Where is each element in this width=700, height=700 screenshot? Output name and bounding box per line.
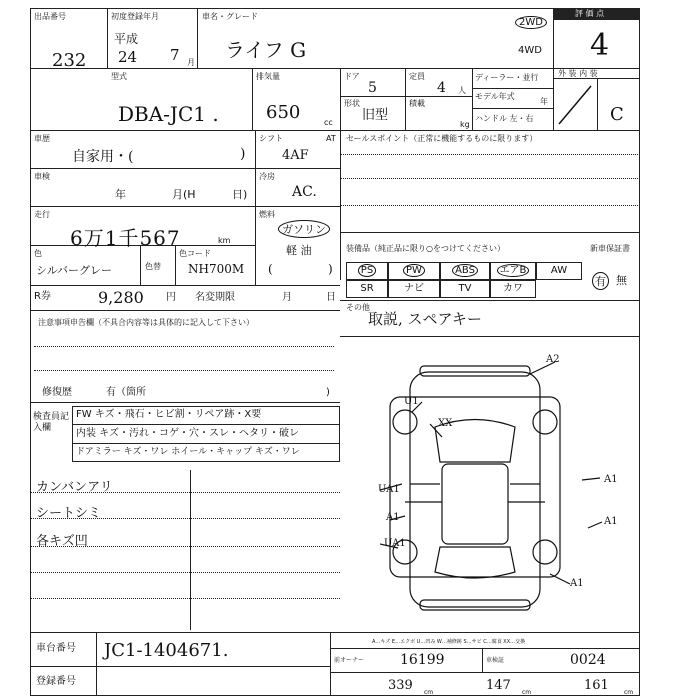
width-unit: cm: [522, 689, 532, 696]
shift-label: シフト: [259, 134, 283, 143]
equip-navi: ナビ: [388, 280, 440, 298]
fuel-paren-open: (: [268, 262, 273, 276]
first-registration-year: 24: [118, 48, 138, 66]
inspection-day-label: 日): [232, 188, 248, 201]
dims-label-2: 車検証: [486, 657, 505, 664]
inspection-year-label: 年: [115, 188, 126, 201]
first-registration-month: 7: [170, 46, 180, 64]
name-change-day: 日: [326, 292, 336, 303]
divider: [252, 68, 253, 130]
fuel-gasoline-circled: ガソリン: [278, 220, 330, 238]
dims-value-2: 0024: [570, 652, 606, 668]
inspector-row-windshield: FW キズ・飛石・ヒビ割・リペア跡・X要: [76, 409, 262, 420]
exterior-interior-label: 外 装 内 装: [558, 69, 598, 78]
repair-history-label: 修復歴: [42, 387, 72, 398]
height-unit: cm: [624, 689, 634, 696]
divider: [72, 424, 340, 425]
equip-airbag: エアB: [490, 262, 536, 280]
equipment-label: 装備品（純正品に限り○をつけてください）: [346, 244, 505, 253]
first-registration-era: 平成: [114, 32, 139, 46]
interior-grade: C: [610, 104, 624, 125]
divider: [340, 336, 640, 337]
color-label: 色: [34, 249, 42, 258]
shift-value: 4AF: [282, 148, 309, 163]
warranty-yes-circled: 有: [592, 272, 609, 290]
other-equipment-label: その他: [346, 303, 370, 312]
lot-number-label: 出品番号: [34, 12, 66, 21]
divider: [30, 632, 640, 633]
repair-history-value: 有（箇所: [106, 387, 146, 398]
width-value: 147: [486, 678, 511, 693]
divider: [30, 402, 340, 403]
recycle-value: 9,280: [98, 288, 144, 307]
recycle-unit: 円: [166, 292, 176, 303]
color-code-value: NH700M: [188, 262, 245, 276]
cc-unit: cc: [324, 118, 333, 127]
divider: [30, 130, 640, 131]
registration-label: 登録番号: [36, 676, 76, 687]
repair-history-close: ): [326, 387, 330, 398]
color-value: シルバーグレー: [36, 264, 112, 277]
handle-label: ハンドル 左・右: [475, 114, 534, 123]
inspector-row-interior: 内装 キズ・汚れ・コゲ・穴・スレ・ヘタリ・破レ: [76, 428, 299, 439]
dims-value-1: 16199: [400, 652, 445, 668]
model-year-label: モデル年式: [475, 92, 515, 101]
equip-sr: SR: [346, 280, 388, 298]
divider: [255, 130, 256, 285]
shift-at: AT: [326, 134, 336, 143]
inspector-label: 検査員記入欄: [33, 412, 70, 433]
divider: [330, 632, 331, 696]
divider: [140, 245, 141, 285]
first-registration-label: 初度登録年月: [111, 12, 159, 21]
divider: [330, 648, 640, 649]
shape-label: 形状: [344, 99, 360, 108]
month-unit: 月: [187, 58, 195, 67]
divider: [597, 78, 598, 130]
ac-label: 冷房: [259, 172, 275, 181]
capacity-label: 定員: [409, 72, 425, 81]
ruled-line: [340, 178, 640, 179]
divider: [72, 443, 340, 444]
sales-point-label: セールスポイント（正常に機能するものに限ります）: [346, 134, 538, 143]
damage-mark: UA1: [384, 538, 406, 549]
equip-abs: ABS: [440, 262, 490, 280]
usage-close: ): [240, 146, 246, 162]
drive-4wd: 4WD: [518, 45, 542, 56]
divider: [30, 666, 330, 667]
divider: [30, 310, 340, 311]
divider: [340, 96, 472, 97]
divider: [30, 168, 340, 169]
capacity-value: 4: [437, 80, 446, 96]
ac-value: AC.: [292, 184, 317, 200]
remark-line: 各キズ凹: [36, 534, 88, 549]
equip-leather: カワ: [490, 280, 536, 298]
name-change-month: 月: [282, 292, 292, 303]
damage-mark: A2: [546, 354, 560, 365]
displacement-label: 排気量: [256, 72, 280, 81]
model-grade-label: 車名・グレード: [202, 12, 258, 21]
door-label: ドア: [344, 72, 360, 81]
length-value: 339: [388, 678, 413, 693]
divider: [340, 68, 341, 130]
inspection-label: 車検: [34, 172, 50, 181]
ruled-line: [34, 370, 334, 371]
divider: [30, 285, 340, 286]
color-swap-label: 色替: [145, 262, 161, 271]
divider: [190, 470, 191, 630]
vin-value: JC1-1404671.: [104, 640, 229, 661]
fuel-diesel: 軽 油: [286, 244, 312, 257]
divider: [255, 206, 340, 207]
divider: [96, 632, 97, 696]
divider: [107, 8, 108, 68]
year-unit: 年: [540, 97, 548, 106]
inspection-month-label: 月(H: [172, 188, 196, 201]
displacement-value: 650: [266, 102, 301, 123]
capacity-unit: 人: [458, 86, 466, 95]
drive-2wd-circled: 2WD: [515, 16, 547, 29]
damage-mark: A1: [570, 578, 584, 589]
type-value: DBA-JC1 .: [118, 102, 219, 126]
divider: [330, 672, 640, 673]
exterior-grade-slash: [553, 78, 597, 130]
damage-mark: UA1: [378, 484, 400, 495]
fuel-label: 燃料: [259, 210, 275, 219]
damage-legend: A…キズ E…エクボ U…凹み W…補修跡 S…サビ C…腐食 XX…交換: [372, 639, 526, 645]
divider: [30, 68, 640, 69]
divider: [472, 108, 553, 109]
divider: [472, 68, 473, 130]
vin-label: 車台番号: [36, 643, 76, 654]
remark-line: シートシミ: [36, 506, 102, 521]
overall-score: 4: [590, 28, 610, 63]
load-label: 積載: [409, 99, 425, 108]
damage-mark: XX: [438, 418, 453, 429]
damage-mark: U1: [404, 396, 419, 407]
ruled-line: [30, 598, 340, 599]
kg-unit: kg: [460, 120, 470, 129]
divider: [340, 232, 640, 233]
damage-mark: A1: [604, 474, 618, 485]
color-code-label: 色コード: [179, 249, 211, 258]
km-unit: km: [218, 236, 231, 245]
length-unit: cm: [424, 689, 434, 696]
recycle-label: R券: [34, 291, 51, 302]
ruled-line: [30, 572, 340, 573]
divider: [472, 88, 553, 89]
type-label: 型式: [111, 72, 127, 81]
fuel-paren-close: ): [328, 262, 333, 276]
divider: [175, 245, 176, 285]
mileage-value: 6万1千567: [70, 226, 181, 250]
equip-tv: TV: [440, 280, 490, 298]
lot-number: 232: [52, 50, 87, 71]
equip-pw: PW: [388, 262, 440, 280]
damage-mark: A1: [386, 512, 400, 523]
remark-line: カンバンアリ: [36, 480, 113, 495]
model-grade: ライフ G: [225, 38, 307, 62]
mileage-label: 走行: [34, 210, 50, 219]
new-car-warranty-label: 新車保証書: [590, 244, 630, 253]
name-change-label: 名変期限: [195, 292, 235, 303]
damage-mark: A1: [604, 516, 618, 527]
ruled-line: [340, 205, 640, 206]
other-equipment-value: 取説, スペアキー: [368, 310, 482, 328]
divider: [405, 68, 406, 130]
warranty-no: 無: [616, 274, 627, 287]
usage-label: 車歴: [34, 134, 50, 143]
equip-aw: AW: [536, 262, 582, 280]
shape-value: 旧型: [362, 108, 389, 123]
divider: [482, 648, 483, 672]
equip-ps: PS: [346, 262, 388, 280]
dealer-label: ディーラー・並行: [475, 73, 539, 82]
divider: [197, 8, 198, 68]
dims-label-1: 前オーナー: [334, 657, 365, 664]
ruled-line: [34, 346, 334, 347]
divider: [340, 300, 640, 301]
notes-label: 注意事項申告欄（不具合内容等は具体的に記入して下さい）: [38, 318, 254, 327]
score-label: 評 価 点: [575, 9, 605, 18]
height-value: 161: [584, 678, 609, 693]
usage-value: 自家用・(: [72, 149, 134, 165]
door-value: 5: [368, 80, 377, 96]
ruled-line: [340, 154, 640, 155]
inspector-row-mirror-wheel: ドアミラー キズ・ワレ ホイール・キャップ キズ・ワレ: [76, 447, 300, 457]
